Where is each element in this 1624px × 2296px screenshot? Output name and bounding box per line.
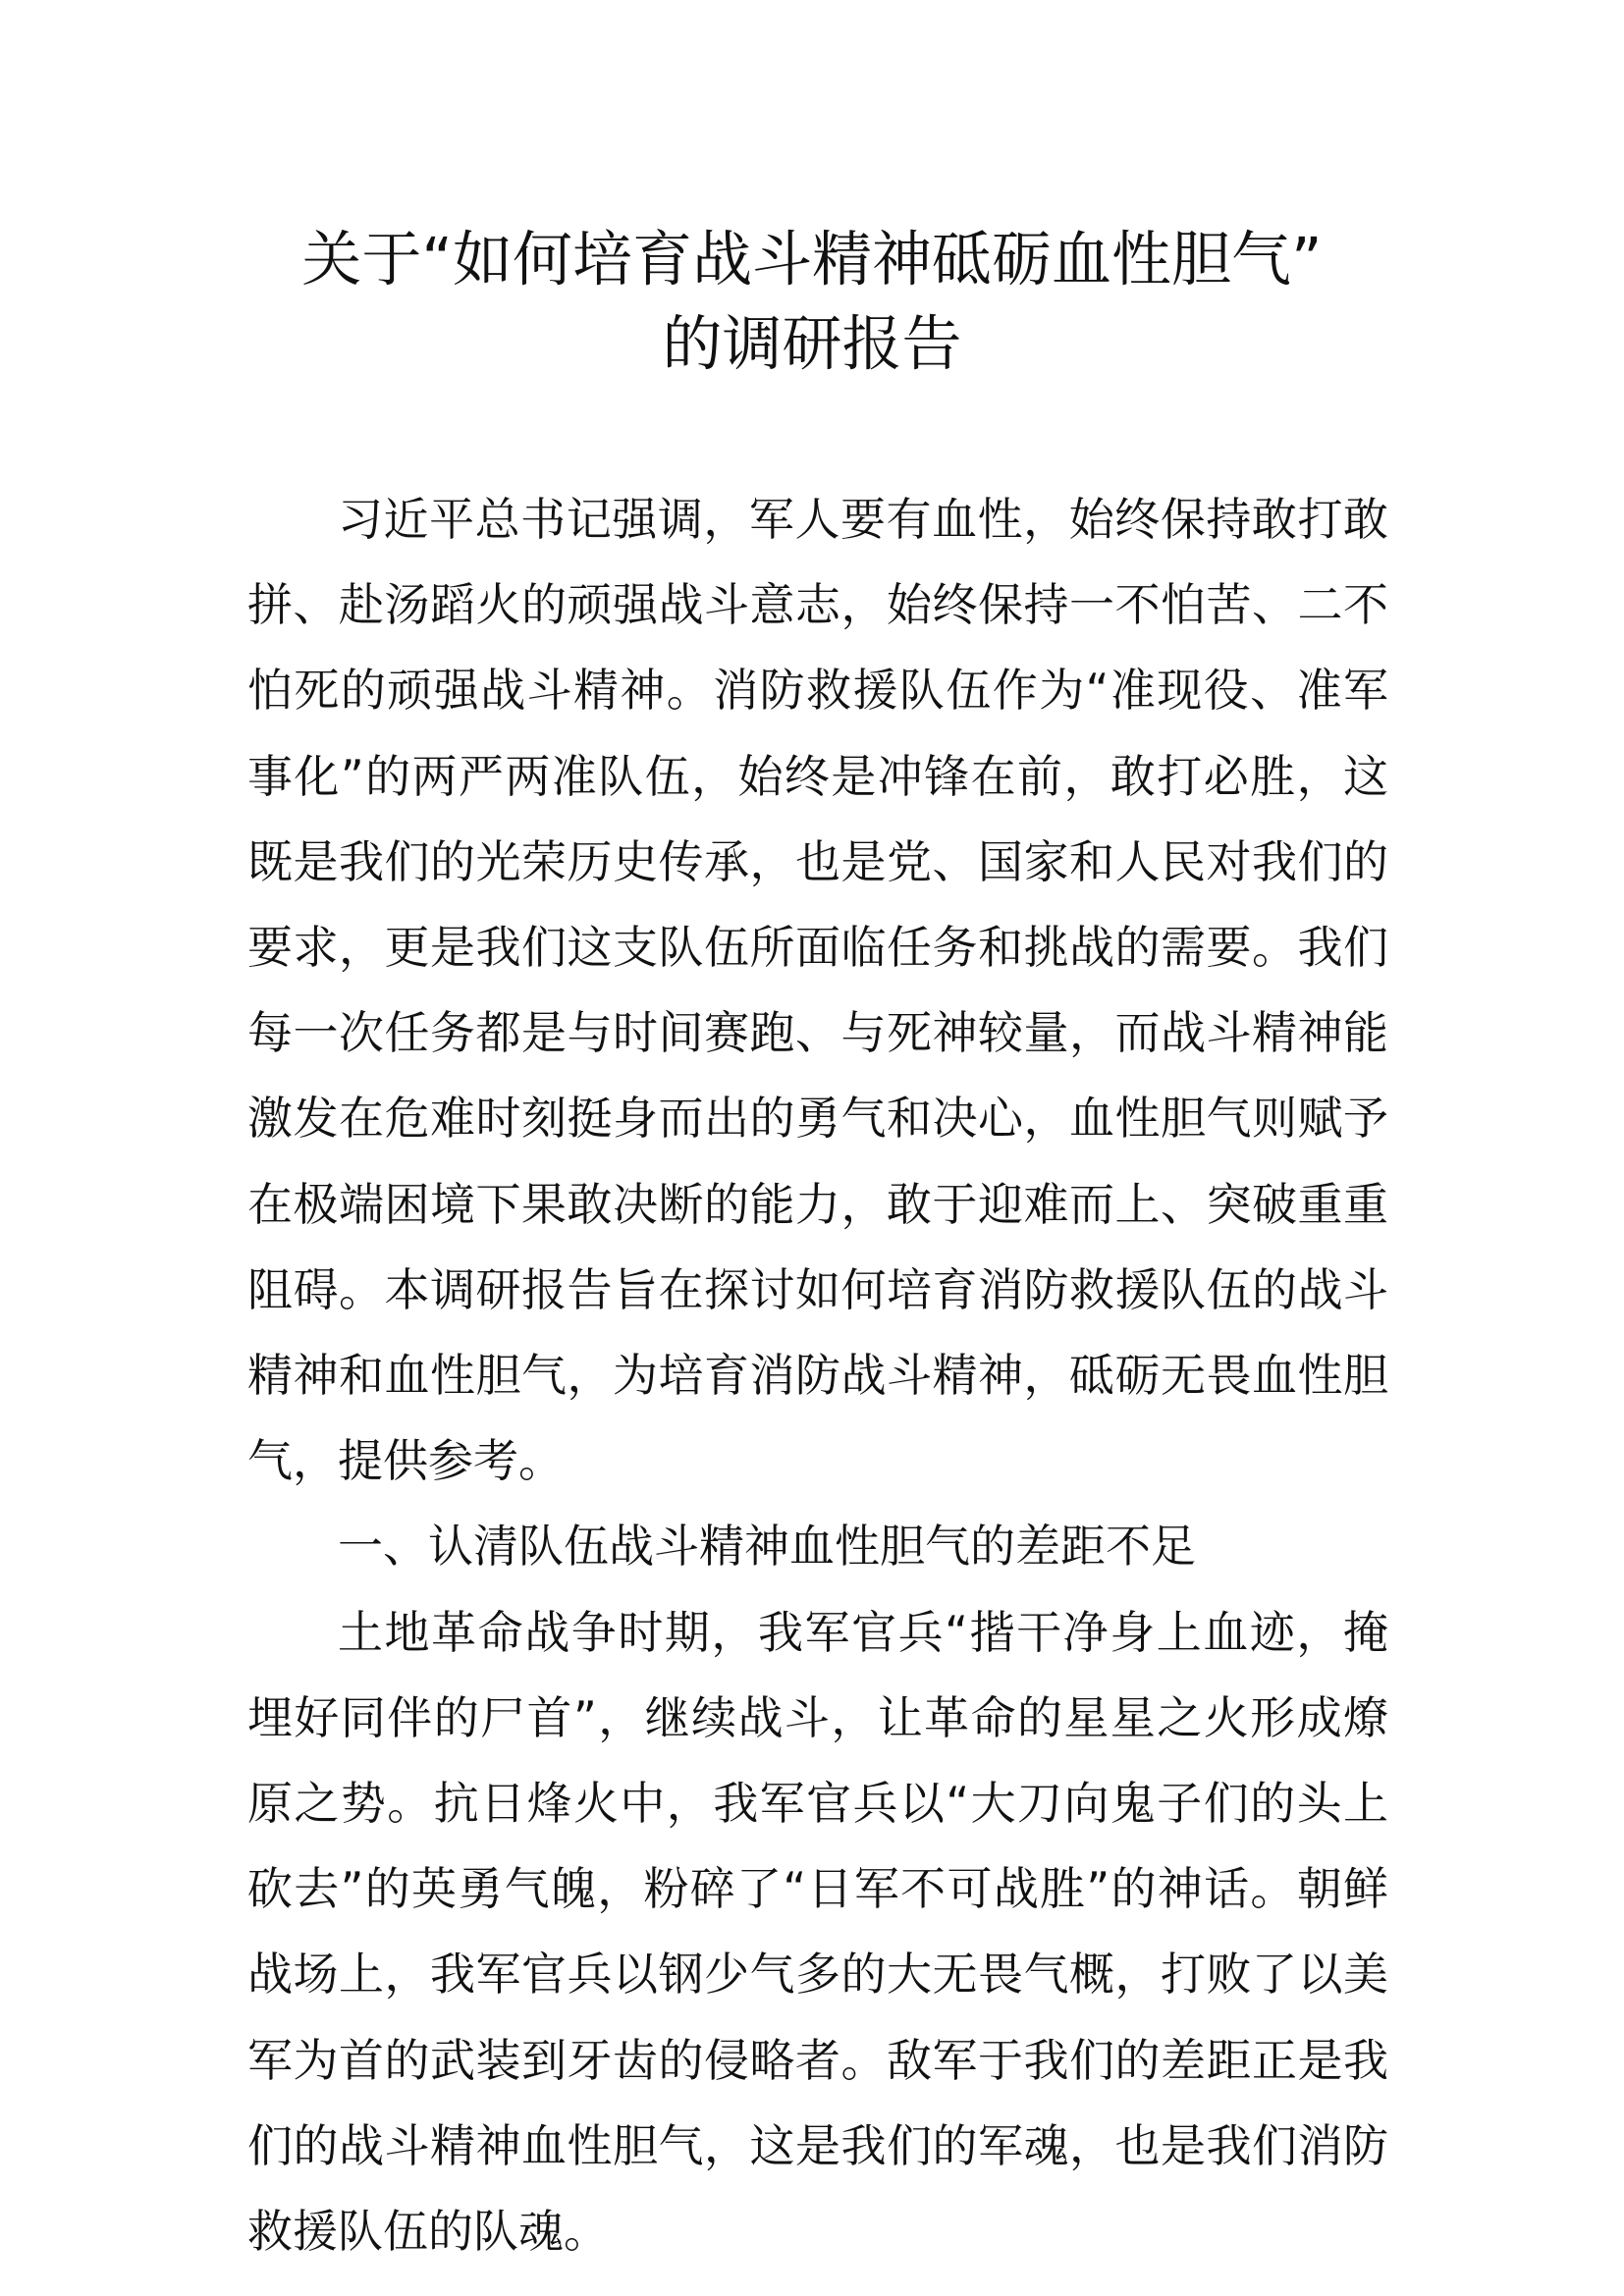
title-line-2: 的调研报告 — [662, 309, 962, 379]
document-title — [196, 218, 1428, 387]
section-heading-1: 一、认清队伍战斗精神血性胆气的差距不足 — [338, 1520, 1196, 1574]
paragraph-history: 土地革命战争时期，我军官兵“揩干净身上血迹，掩埋好同伴的尸首”，继续战斗，让革命的星星之火形成燎原之势。抗日烽火中，我军官兵以“大刀向鬼子们的头上砍去”的英勇气魄，粉碎了“日军不可战胜”的神话。朝鲜战场上，我军官兵以钢少气多的大无畏气概，打败了以美军为首的武装到牙齿的侵略者。敌军于我们的差距正是我们的战斗精神血性胆气，这是我们的军魂，也是我们消防救援队伍的队魂。 — [247, 1605, 1388, 2259]
document-body — [247, 477, 1388, 2274]
title-line-1: 关于“如何培育战斗精神砥砺血性胆气” — [301, 225, 1323, 294]
paragraph-intro: 习近平总书记强调，军人要有血性，始终保持敢打敢拼、赴汤蹈火的顽强战斗意志，始终保持一不怕苦、二不怕死的顽强战斗精神。消防救援队伍作为“准现役、准军事化”的两严两准队伍，始终是冲锋在前，敢打必胜，这既是我们的光荣历史传承，也是党、国家和人民对我们的要求，更是我们这支队伍所面临任务和挑战的需要。我们每一次任务都是与时间赛跑、与死神较量，而战斗精神能激发在危难时刻挺身而出的勇气和决心，血性胆气则赋予在极端困境下果敢决断的能力，敢于迎难而上、突破重重阻碍。本调研报告旨在探讨如何培育消防救援队伍的战斗精神和血性胆气，为培育消防战斗精神，砥砺无畏血性胆气，提供参考。 — [247, 493, 1388, 1488]
